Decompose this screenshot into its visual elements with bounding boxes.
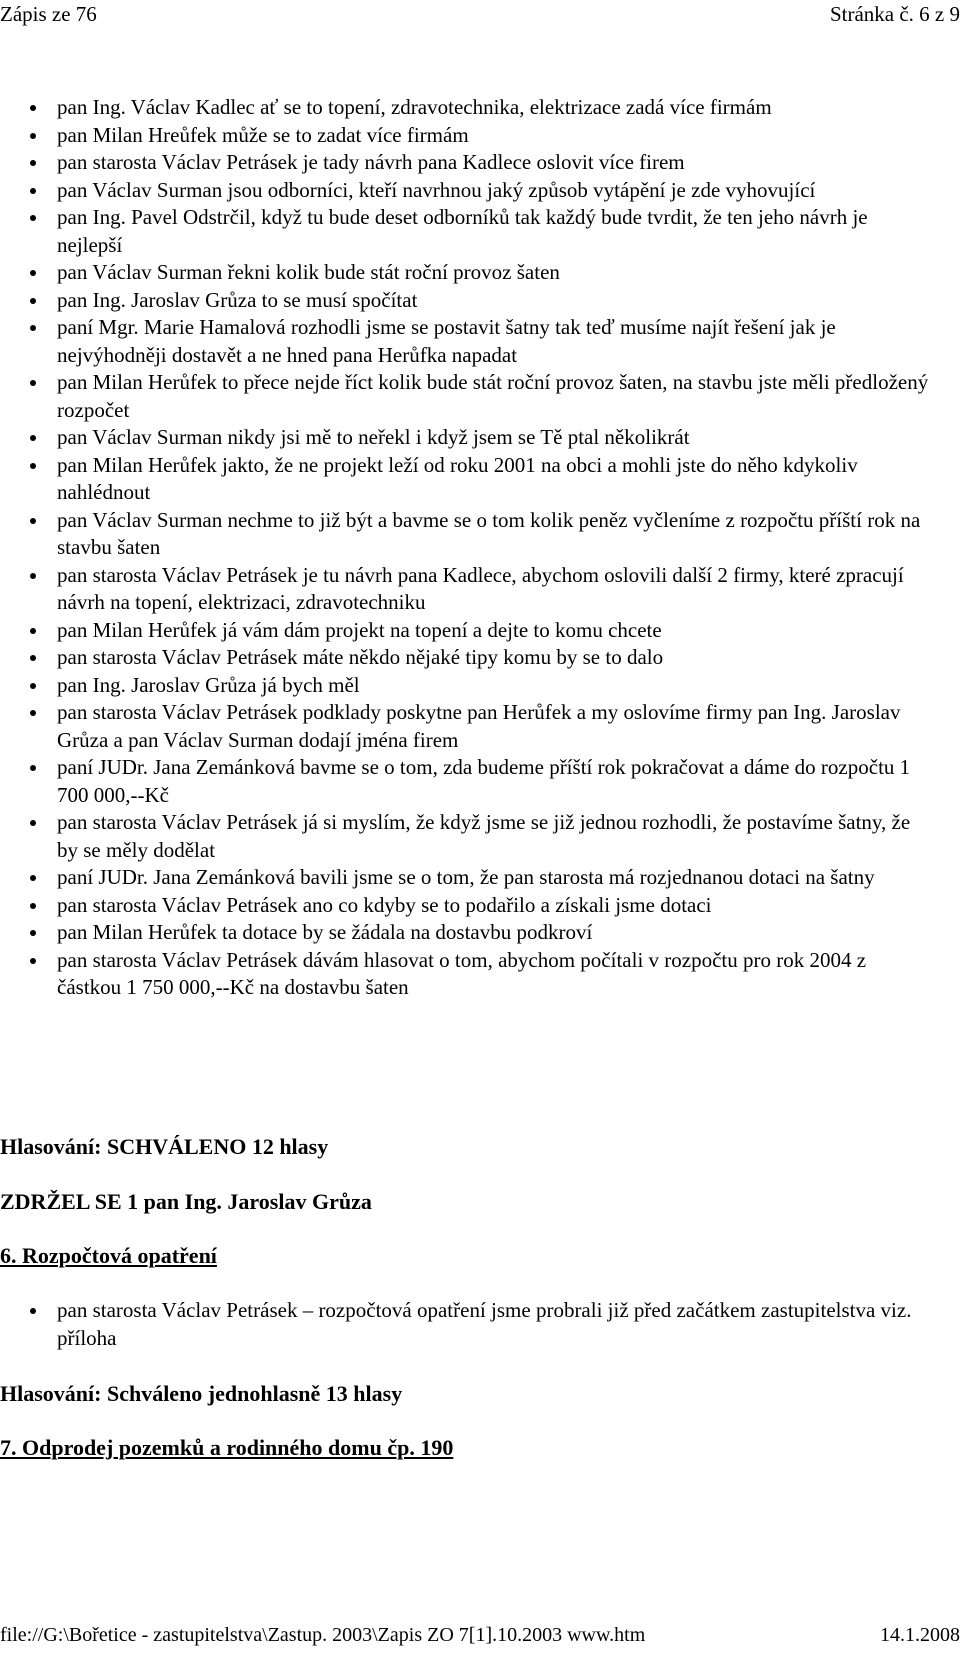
discussion-list: [0, 94, 930, 1002]
footer-date: 14.1.2008: [880, 1624, 960, 1646]
list-item: [0, 754, 930, 809]
bullet-icon: [30, 930, 36, 936]
list-item-text: paní JUDr. Jana Zemánková bavili jsme se o tom, že pan starosta má rozjednanou dotaci na šatny: [57, 865, 875, 889]
section-6-vote: Hlasování: Schváleno jednohlasně 13 hlasy: [0, 1381, 403, 1406]
list-item-text: pan Ing. Václav Kadlec ať se to topení, zdravotechnika, elektrizace zadá více firmám: [57, 95, 772, 119]
list-item: [0, 259, 930, 287]
list-item-text: pan Milan Herůfek já vám dám projekt na topení a dejte to komu chcete: [57, 617, 662, 642]
bullet-icon: [30, 325, 36, 331]
list-item: [0, 204, 930, 259]
bullet-icon: [30, 765, 36, 771]
bullet-icon: [30, 160, 36, 166]
list-item-text: pan Ing. Jaroslav Grůza já bych měl: [57, 672, 360, 697]
list-item-text: pan starosta Václav Petrásek máte někdo nějaké tipy komu by se to dalo: [57, 645, 664, 669]
bullet-icon: [30, 133, 36, 139]
list-item-text: pan starosta Václav Petrásek dávám hlasovat o tom, abychom počítali v rozpočtu pro rok 2004 z částkou 1 750 000,--Kč na dostavbu šaten: [57, 947, 867, 999]
footer-file-path: file://G:\Bořetice - zastupitelstva\Zastup. 2003\Zapis ZO 7[1].10.2003 www.htm: [0, 1624, 646, 1646]
list-item: [0, 122, 930, 150]
bullet-icon: [30, 903, 36, 909]
bullet-icon: [30, 105, 36, 111]
list-item: [0, 947, 930, 1002]
bullet-icon: [30, 518, 36, 524]
list-item-text: pan Ing. Pavel Odstrčil, když tu bude deset odborníků tak každý bude tvrdit, že ten jeho návrh je nejlepší: [57, 205, 868, 257]
list-item: [0, 507, 930, 562]
list-item-text: pan Milan Hreůfek může se to zadat více firmám: [57, 122, 469, 147]
list-item: [0, 369, 930, 424]
page-header: [0, 2, 960, 32]
list-item-text: pan Milan Herůfek to přece nejde říct kolik bude stát roční provoz šaten, na stavbu jste měli předložený rozpočet: [57, 370, 929, 422]
list-item: [0, 562, 930, 617]
list-item-text: pan Václav Surman nechme to již být a bavme se o tom kolik peněz vyčleníme z rozpočtu příští rok na stavbu šaten: [57, 507, 921, 559]
list-item-text: pan Václav Surman řekni kolik bude stát roční provoz šaten: [57, 260, 560, 284]
list-item: [0, 699, 930, 754]
list-item: [0, 809, 930, 864]
bullet-icon: [30, 820, 36, 826]
list-item: [0, 424, 930, 452]
bullet-icon: [30, 380, 36, 386]
list-item: [0, 314, 930, 369]
list-item: [0, 644, 930, 672]
bullet-icon: [30, 875, 36, 881]
section-7-heading: 7. Odprodej pozemků a rodinného domu čp. 190: [0, 1435, 454, 1460]
header-document-title: Zápis ze 76: [0, 2, 97, 26]
list-item: [0, 452, 930, 507]
list-item-text: paní JUDr. Jana Zemánková bavme se o tom, zda budeme příští rok pokračovat a dáme do rozpočtu 1 700 000,--Kč: [57, 755, 911, 807]
bullet-icon: [30, 628, 36, 634]
list-item: [0, 149, 930, 177]
list-item-text: pan Ing. Jaroslav Grůza to se musí spočítat: [57, 287, 418, 312]
list-item-text: pan starosta Václav Petrásek je tu návrh pana Kadlece, abychom oslovili další 2 firmy, které zpracují návrh na topení, elektrizaci, zdravotechniku: [57, 562, 904, 614]
list-item: [0, 94, 930, 122]
bullet-icon: [30, 655, 36, 661]
abstention-note: ZDRŽEL SE 1 pan Ing. Jaroslav Grůza: [0, 1189, 372, 1214]
list-item-text: pan starosta Václav Petrásek já si myslím, že když jsme se již jednou rozhodli, že postavíme šatny, že by se měly dodělat: [57, 810, 911, 862]
bullet-icon: [30, 463, 36, 469]
list-item: [0, 177, 930, 205]
page-footer: [0, 1624, 960, 1650]
list-item-text: pan starosta Václav Petrásek – rozpočtová opatření jsme probrali již před začátkem zastupitelstva viz. příloha: [57, 1298, 912, 1350]
list-item-text: pan Václav Surman jsou odborníci, kteří navrhnou jaký způsob vytápění je zde vyhovující: [57, 177, 816, 202]
bullet-icon: [30, 298, 36, 304]
bullet-icon: [30, 573, 36, 579]
list-item: [0, 287, 930, 315]
bullet-icon: [30, 188, 36, 194]
list-item-text: pan Milan Herůfek ta dotace by se žádala na dostavbu podkroví: [57, 920, 593, 944]
list-item-text: pan Václav Surman nikdy jsi mě to neřekl i když jsem se Tě ptal několikrát: [57, 425, 690, 449]
bullet-icon: [30, 1308, 36, 1314]
list-item-text: paní Mgr. Marie Hamalová rozhodli jsme se postavit šatny tak teď musíme najít řešení jak je nejvýhodněji dostavět a ne hned pana Herůfka napadat: [57, 315, 836, 367]
list-item-text: pan starosta Václav Petrásek ano co kdyby se to podařilo a získali jsme dotaci: [57, 892, 712, 917]
section-6-heading: 6. Rozpočtová opatření: [0, 1243, 217, 1268]
list-item: [0, 617, 930, 645]
vote-result: Hlasování: SCHVÁLENO 12 hlasy: [0, 1134, 329, 1159]
bullet-icon: [30, 958, 36, 964]
header-page-number: Stránka č. 6 z 9: [829, 2, 960, 26]
bullet-icon: [30, 683, 36, 689]
bullet-icon: [30, 435, 36, 441]
bullet-icon: [30, 710, 36, 716]
list-item: [0, 672, 930, 700]
section-6-list: [0, 1297, 930, 1352]
list-item: [0, 1297, 930, 1352]
bullet-icon: [30, 215, 36, 221]
bullet-icon: [30, 270, 36, 276]
list-item: [0, 892, 930, 920]
list-item: [0, 864, 930, 892]
list-item-text: pan starosta Václav Petrásek podklady poskytne pan Herůfek a my oslovíme firmy pan Ing. Jaroslav Grůza a pan Václav Surman dodají jména firem: [57, 700, 901, 752]
list-item: [0, 919, 930, 947]
list-item-text: pan Milan Herůfek jakto, že ne projekt leží od roku 2001 na obci a mohli jste do něho kdykoliv nahlédnout: [57, 452, 858, 504]
list-item-text: pan starosta Václav Petrásek je tady návrh pana Kadlece oslovit více firem: [57, 150, 685, 174]
